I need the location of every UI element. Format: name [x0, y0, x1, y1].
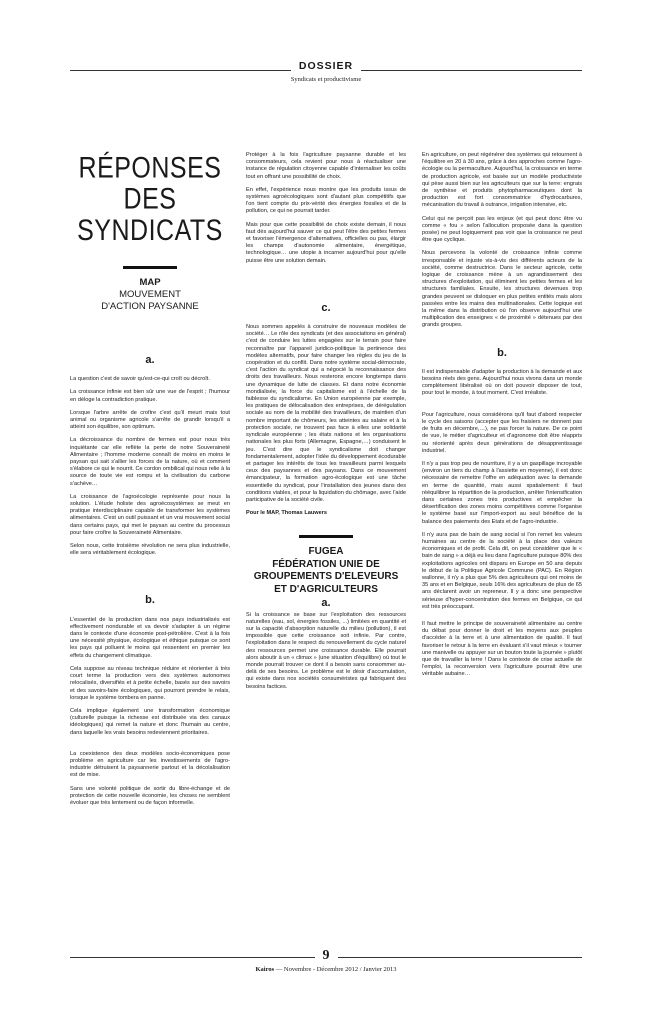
fugea-acronym: FUGEA [308, 546, 344, 558]
page-number: 9 [315, 948, 338, 964]
map-fullname-line-1: MOUVEMENT [119, 289, 181, 300]
map-heading [70, 277, 230, 313]
paragraph: En effet, l'expérience nous montre que les produits issus de systèmes agroécologiques sont d'autant plus compétitifs que l'on tient compte du prix-vérité des énergies fossiles et de la pollution, ce qui ne pourrait tarder. [246, 186, 406, 215]
paragraph: Pour l'agriculture, nous considérons qu'il faut d'abord respecter le cycle des saisons (accepter que les fraisiers ne donnent pas de fruits en décembre,…), ne pas forcer la nature. De ce point de vue, le métier d'agriculteur et d'agronome doit être réappris ou réorienté après deux générations de désapprentissage industriel. [422, 411, 582, 454]
paragraph: Il faut mettre le principe de souveraineté alimentaire au centre du débat pour donner le droit et les moyens aux peuples d'accéder à la terre et à une alimentation de qualité. Il faut favoriser le retour à la terre en évaluant s'il vaut mieux « tourner une manivelle ou appuyer sur un bouton toute la journée » plutôt que de travailler la terre ! Dans le contexte de crise actuelle de l'emploi, la reconversion vers l'agriculture pourrait être une véritable aubaine… [422, 620, 582, 678]
fugea-fullname-line-3: ET D'AGRICULTEURS [274, 583, 378, 595]
magazine-name: Kairos [255, 966, 275, 973]
paragraph: En agriculture, on peut régénérer des systèmes qui retournent à l'équilibre en 20 à 30 ans, grâce à des approches comme l'agro-écologie ou la permaculture. Aujourd'hui, la croissance en terme de production agricole, est basée sur un modèle productiviste qui pèse aussi bien sur les agriculteurs que sur la terre: engrais de synthèse et produits phytopharmaceutiques dont la production est fort consommatrice d'hydrocarbures, mécanisation du travail à outrance, irrigation intensive, etc. [422, 152, 582, 209]
column-1 [70, 152, 230, 813]
fugea-section-b-label: b. [497, 346, 507, 359]
article-title-line-1: RÉPONSES [78, 151, 222, 185]
column-3 [422, 152, 582, 685]
map-acronym: MAP [139, 277, 161, 288]
paragraph: Il n'y a pas trop peu de nourriture, il y a un gaspillage incroyable (environ un tiers du champ à l'assiette en moyenne), il est donc nécessaire de remettre l'offre en adéquation avec la demande en terme de quantité, mais aussi spatialement: il faut rééquilibrer la répartition de la production, arrêter l'intensification dans certaines zones très productives et empêcher la désertification des zones moins compétitives comme l'organise le système basé sur l'import-export au seul bénéfice de la balance des paiements des Etats et de l'agro-industrie. [422, 460, 582, 525]
signature: Pour le MAP, Thomas Lauwers [246, 510, 328, 517]
paragraph: La croissance de l'agroécologie représente pour nous la solution. L'étude holiste des agroécosystèmes se meut en pratique interdisciplinaire capable de transformer les systèmes alimentaires. C'est un outil puissant et un vrai mouvement social dans certains pays, qui met le paysan au centre du processus pour faire croître la Souveraineté Alimentaire. [70, 493, 230, 536]
section-b-label: b. [145, 594, 155, 607]
paragraph: Cela suppose au niveau technique réduire et réorienter à très court terme la production vers des systèmes autonomes relocalisés, diversifiés et à petite échelle, basés sur des savoirs et des savoirs-faire écologiques, qui pourront prendre le relais, lorsque le système tombera en panne. [70, 665, 230, 701]
section-a-label: a. [145, 354, 155, 366]
article-title [70, 152, 230, 246]
paragraph: L'essentiel de la production dans nos pays industrialisés est effectivement nondurable et va devoir s'adapter à un régime dans le contexte d'une économie post-pétrolière. C'est à la fois une nécessité physique, écologique et éthique puisque ce sont les pays qui polluent le moins qui ressentent en premier les effets du changement climatique. [70, 616, 230, 659]
column-2 [246, 152, 406, 697]
article-title-line-2: DES SYNDICATS [77, 182, 223, 247]
paragraph: La question c'est de savoir qu'est-ce-qui croît ou décroît. [70, 376, 210, 383]
section-kicker: DOSSIER [291, 60, 361, 72]
footer-line [70, 966, 582, 973]
map-fullname-line-2: D'ACTION PAYSANNE [101, 301, 199, 312]
fugea-fullname-line-1: FÉDÉRATION UNIE DE [272, 558, 380, 570]
page-header [70, 56, 582, 83]
title-divider [123, 266, 177, 269]
page-footer [70, 946, 582, 973]
paragraph: Si la croissance se base sur l'exploitation des ressources naturelles (eau, sol, énergies fossiles, ...) limitées en quantité et sur la capacité d'absorption naturelle du milieu (pollution), il est impossible que cette croissance soit infinie. Par contre, l'exploitation dans le respect du renouvellement du cycle naturel des ressources permet une croissance durable. Elle pourrait alors aboutir à un « climax » (une situation d'équilibre) où tout le monde pourrait trouver ce dont il a besoin sans consommer au-delà de ses besoins. Le problème est le désir d'accumulation, qui existe dans nos sociétés consuméristes qui fabriquent des besoins factices. [246, 611, 406, 690]
paragraph: Selon nous, cette troisième révolution ne sera plus industrielle, elle sera véritablement écologique. [70, 543, 230, 557]
section-c-label: c. [321, 301, 331, 314]
paragraph: Sans une volonté politique de sortir du libre-échange et de protection de cette nouvelle économie, les choses ne semblent évoluer que très lentement ou de façon informelle. [70, 785, 230, 806]
paragraph: Il est indispensable d'adapter la production à la demande et aux besoins réels des gens. Aujourd'hui nous vivons dans un monde complètement libéralisé où on doit pouvoir disposer de tout, pour tout le monde, à tout moment. C'est irréaliste. [422, 368, 582, 397]
paragraph: Nous percevons la volonté de croissance infinie comme irresponsable et injuste vis-à-vis des différents acteurs de la société, comme destructrice. Dans le secteur agricole, cette logique de croissance mène à un agrandissement des structures d'exploitation, qui éliminent les petites fermes et les structures familiales. Ensuite, les structures devenues trop grandes peuvent se disloquer en plus petites entités mais alors passées entre les mains des multinationales. Cette logique est la même dans la distribution où l'on observe aujourd'hui une multiplication des enseignes « de proximité » détenues par des grands groupes. [422, 250, 582, 329]
paragraph: Mais pour que cette possibilité de choix existe demain, il nous faut dès aujourd'hui sauver ce qui peut l'être des petites fermes et favoriser l'émergence d'alternatives, officielles ou pas, élargir les champs d'autonomie alimentaire, énergétique, technologique… une utopie à incarner aujourd'hui pour qu'elle puisse être une solution demain. [246, 221, 406, 264]
paragraph: La coexistence des deux modèles socio-économiques pose problème en agriculture car les investissements de l'agro-industrie détruisent la paysannerie partout et la décolalisation est de mise. [70, 750, 230, 779]
paragraph: Celui qui ne perçoit pas les enjeux (et qui peut donc être vu comme « fou » selon l'allocution proposée dans la question posée) ne peut logiquement pas voir que la croissance ne peut être que cyclique. [422, 215, 582, 244]
section-subkicker: Syndicats et productivisme [290, 76, 362, 83]
paragraph: Il n'y aura pas de bain de sang social si l'on remet les valeurs humaines au centre de la société à la place des valeurs économiques et de profit. Cela dit, on peut considérer que le « bain de sang » a déjà eu lieu dans l'agriculture puisque 80% des exploitations agricoles ont disparu en Europe en 50 ans depuis le début de la Politique Agricole Commune (PAC). En Région wallonne, il n'y a plus que 5% des agriculteurs qui ont moins de 35 ans et en Belgique, seuls 16% des agriculteurs de plus de 65 ans déclarent avoir un repreneur. Il y a donc une perspective sérieuse d'hyper-concentration des fermes en Belgique, ce qui est très préoccupant. [422, 531, 582, 610]
paragraph: La croissance infinie est bien sûr une vue de l'esprit ; l'humour en déloge la contradiction pratique. [70, 389, 230, 403]
fugea-divider [299, 535, 353, 538]
paragraph: Lorsque l'arbre arrête de croître c'est qu'il meurt mais tout animal ou organisme agricole s'arrête de grandir lorsqu'il a atteint son équilibre, son optimum. [70, 409, 230, 431]
fugea-fullname-line-2: GROUPEMENTS D'ELEVEURS [253, 571, 399, 583]
fugea-heading [246, 546, 406, 596]
paragraph: Cela implique également une transformation économique (culturelle puisque la richesse est distribuée via des canaux idéologiques) qui remet la nature et donc l'humain au centre, dans laquelle les vrais besoins redeviennent prioritaires. [70, 707, 230, 736]
issue-date: — Novembre - Décembre 2012 / Janvier 2013 [274, 966, 397, 973]
paragraph: La décroissance du nombre de fermes est pour nous très inquiétante car elle reflète la perte de notre Souveraineté Alimentaire ; l'homme moderne connaît de moins en moins le paysan qui sait s'allier les forces de la nature, où et comment s'élabore ce qui le nourrit. Ce cordon ombilical qui nous relie à la source de toute vie est rompu et la civilisation du carbone s'achève… [70, 437, 230, 487]
fugea-section-a-label: a. [321, 597, 331, 610]
paragraph: Nous sommes appelés à construire de nouveaux modèles de société… Le rôle des syndicats (et des associations en général) c'est de conduire les luttes engagées sur le terrain pour faire reconnaître par l'appareil juridico-politique la pertinence des modèles alternatifs, pour faire changer les règles du jeu de la coopération et du conflit. Dans notre système social-démocrate, c'est l'action du syndicat qui a négocié la reconnaissance des droits des travailleurs. Nous resterons encore longtemps dans une dynamique de lutte de classes. Et dans notre économie mondialisée, la force du capitalisme est à l'échelle de la faiblesse du syndicalisme. En Union européenne par exemple, les pratiques de délocalisation des entreprises, de dérégulation sociale au nom de la mobilité des travailleurs, de maintien d'un nombre important de chômeurs, les atteintes au salaire et à la protection sociale, ne trouvent pas face à elles une solidarité syndicale européenne ; les états nations et les organisations nationales les plus forts (Allemagne, Espagne,…) conduisent le jeu. C'est dire que le syndicalisme doit changer fondamentalement, adopter l'idée du développement écodurable et partager les intérêts de tous les travailleurs parmi lesquels ceux des paysannes et des paysans. Dans ce mouvement émancipateur, la formation agro-écologique est une tâche essentielle du syndicat, pour l'installation des jeunes dans des conditions viables, et pour la liquidation du chômage, avec l'aide participative de la société civile. [246, 324, 406, 503]
paragraph: Protéger à la fois l'agriculture paysanne durable et les consommateurs, cela revient pour nous à réactualiser une instance de régulation citoyenne capable d'internaliser les coûts tout en offrant une possibilité de choix. [246, 152, 406, 180]
